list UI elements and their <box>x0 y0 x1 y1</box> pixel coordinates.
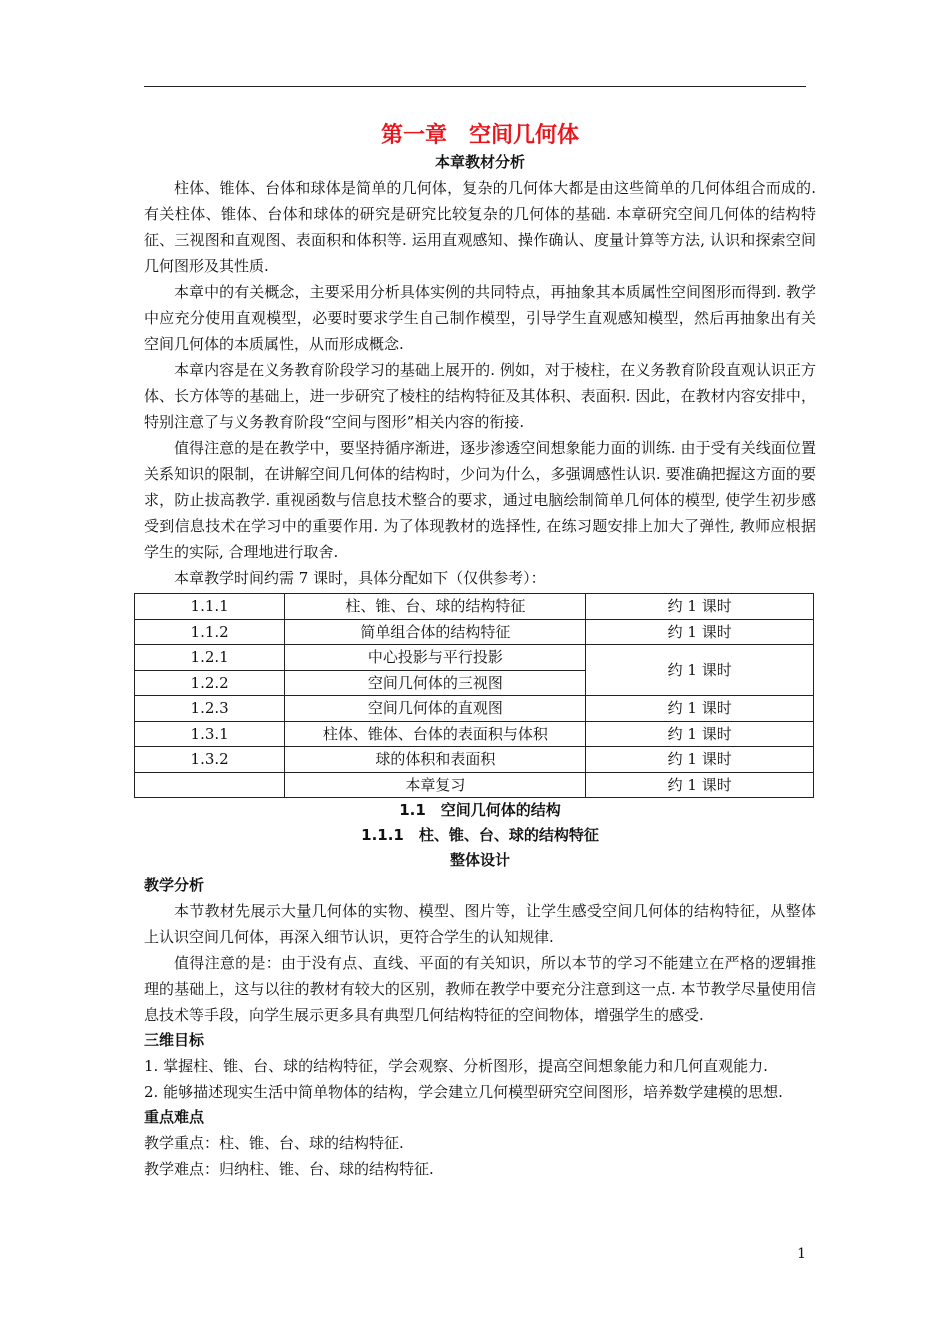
schedule-table <box>134 593 814 798</box>
paragraph: 值得注意的是在教学中，要坚持循序渐进，逐步渗透空间想象能力面的训练. 由于受有关线面位置关系知识的限制，在讲解空间几何体的结构时，少问为什么，多强调感性认识. 要准确把握这方面的要求，防止拔高教学. 重视函数与信息技术整合的要求，通过电脑绘制简单几何体的模型, 使学生初步感受到信息技术在学习中的重要作用. 为了体现教材的选择性, 在练习题安排上加大了弹性, 教师应根据学生的实际, 合理地进行取舍. <box>144 439 816 561</box>
analysis-heading: 本章教材分析 <box>434 153 525 171</box>
objective-item: 1. 掌握柱、锥、台、球的结构特征，学会观察、分析图形，提高空间想象能力和几何直观能力. <box>144 1057 768 1075</box>
objectives-heading: 三维目标 <box>144 1031 205 1049</box>
chapter-title: 第一章 空间几何体 <box>380 122 579 148</box>
schedule-intro: 本章教学时间约需 7 课时，具体分配如下（仅供参考）： <box>174 569 546 587</box>
lesson-number: 1.2.1 <box>135 645 285 671</box>
table-row <box>135 619 814 645</box>
section-heading: 1.1 空间几何体的结构 <box>399 801 561 819</box>
lesson-topic: 本章复习 <box>285 772 586 798</box>
lesson-hours: 约 1 课时 <box>586 772 814 798</box>
header-rule <box>144 86 806 87</box>
lesson-number: 1.1.2 <box>135 619 285 645</box>
page-content <box>144 120 816 1182</box>
paragraph: 柱体、锥体、台体和球体是简单的几何体，复杂的几何体大都是由这些简单的几何体组合而成的. 有关柱体、锥体、台体和球体的研究是研究比较复杂的几何体的基础. 本章研究空间几何体的结构特征、三视图和直观图、表面积和体积等. 运用直观感知、操作确认、度量计算等方法, 认识和探索空间几何图形及其性质. <box>144 179 816 275</box>
lesson-topic: 柱、锥、台、球的结构特征 <box>285 594 586 620</box>
lesson-hours: 约 1 课时 <box>586 696 814 722</box>
teaching-difficulty: 教学难点：归纳柱、锥、台、球的结构特征. <box>144 1160 434 1178</box>
table-row <box>135 747 814 773</box>
page-number: 1 <box>797 1246 806 1262</box>
objective-item: 2. 能够描述现实生活中简单物体的结构，学会建立几何模型研究空间图形，培养数学建模的思想. <box>144 1083 783 1101</box>
key-points-heading: 重点难点 <box>144 1108 205 1126</box>
paragraph: 值得注意的是：由于没有点、直线、平面的有关知识，所以本节的学习不能建立在严格的逻辑推理的基础上，这与以往的教材有较大的区别，教师在教学中要充分注意到这一点. 本节教学尽量使用信息技术等手段，向学生展示更多具有典型几何结构特征的空间物体，增强学生的感受. <box>144 954 816 1024</box>
table-row <box>135 721 814 747</box>
lesson-number: 1.1.1 <box>135 594 285 620</box>
paragraph: 本章内容是在义务教育阶段学习的基础上展开的. 例如，对于棱柱，在义务教育阶段直观认识正方体、长方体等的基础上，进一步研究了棱柱的结构特征及其体积、表面积. 因此，在教材内容安排中，特别注意了与义务教育阶段“空间与图形”相关内容的衔接. <box>144 361 816 431</box>
lesson-topic: 球的体积和表面积 <box>285 747 586 773</box>
lesson-number: 1.2.2 <box>135 670 285 696</box>
lesson-topic: 空间几何体的三视图 <box>285 670 586 696</box>
design-heading: 整体设计 <box>449 851 510 869</box>
lesson-number: 1.2.3 <box>135 696 285 722</box>
teaching-analysis-heading: 教学分析 <box>144 876 205 894</box>
lesson-hours: 约 1 课时 <box>586 747 814 773</box>
lesson-hours: 约 1 课时 <box>586 721 814 747</box>
paragraph: 本节教材先展示大量几何体的实物、模型、图片等，让学生感受空间几何体的结构特征，从整体上认识空间几何体，再深入细节认识，更符合学生的认知规律. <box>144 902 816 946</box>
subsection-heading: 1.1.1 柱、锥、台、球的结构特征 <box>361 826 599 844</box>
lesson-number: 1.3.1 <box>135 721 285 747</box>
lesson-hours-merged: 约 1 课时 <box>586 645 814 696</box>
lesson-topic: 柱体、锥体、台体的表面积与体积 <box>285 721 586 747</box>
lesson-number <box>135 772 285 798</box>
lesson-topic: 中心投影与平行投影 <box>285 645 586 671</box>
table-row <box>135 772 814 798</box>
lesson-number: 1.3.2 <box>135 747 285 773</box>
lesson-topic: 空间几何体的直观图 <box>285 696 586 722</box>
table-row <box>135 645 814 671</box>
lesson-topic: 简单组合体的结构特征 <box>285 619 586 645</box>
table-row <box>135 696 814 722</box>
table-row <box>135 594 814 620</box>
teaching-focus: 教学重点：柱、锥、台、球的结构特征. <box>144 1134 404 1152</box>
lesson-hours: 约 1 课时 <box>586 594 814 620</box>
paragraph: 本章中的有关概念，主要采用分析具体实例的共同特点，再抽象其本质属性空间图形而得到. 教学中应充分使用直观模型，必要时要求学生自己制作模型，引导学生直观感知模型，然后再抽象出有关空间几何体的本质属性，从而形成概念. <box>144 283 816 353</box>
lesson-hours: 约 1 课时 <box>586 619 814 645</box>
